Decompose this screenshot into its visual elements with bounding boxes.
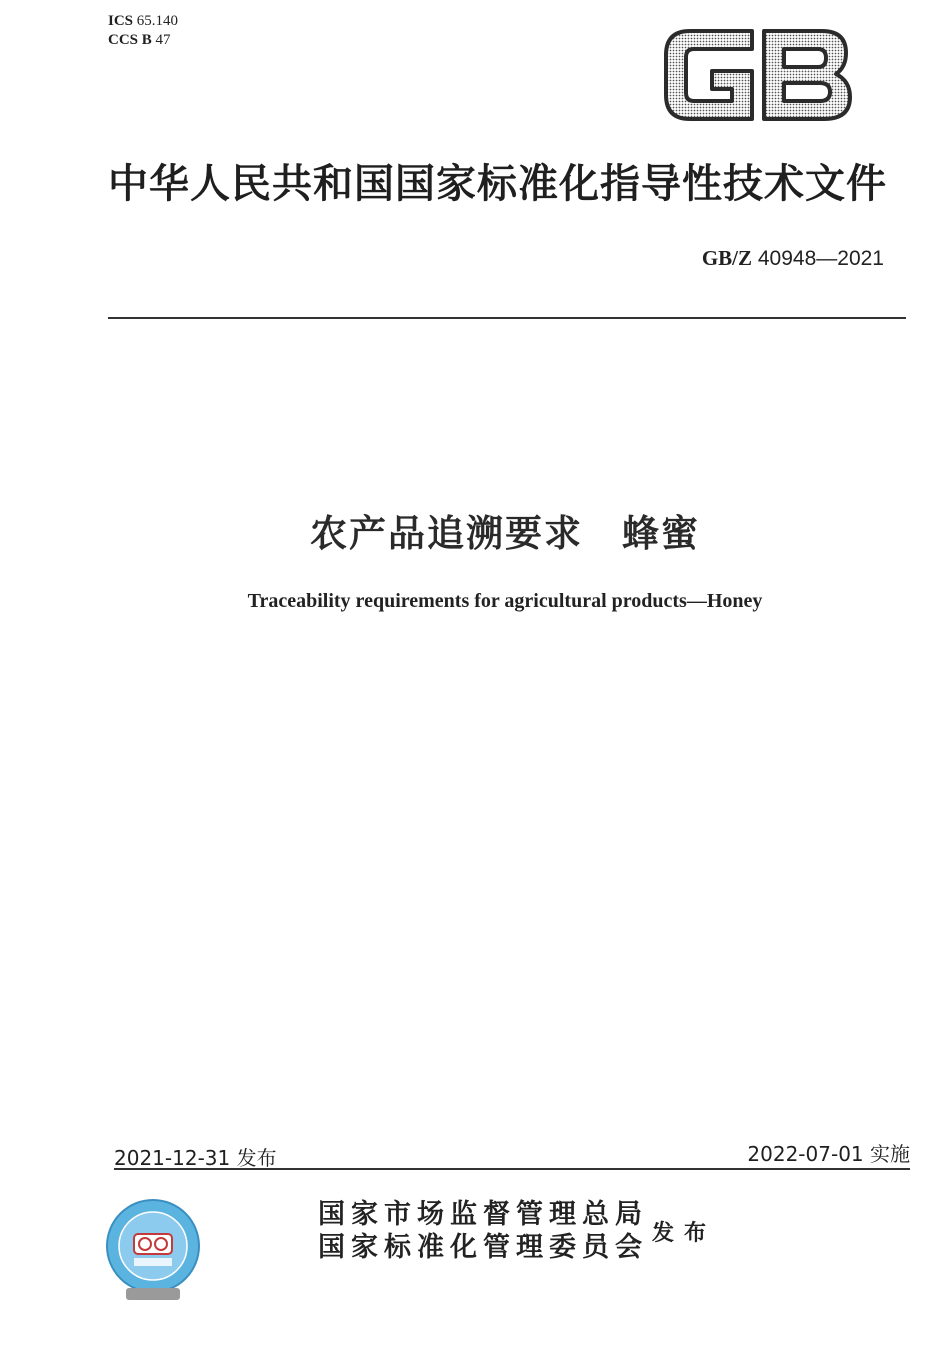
english-title: Traceability requirements for agricultural products—Honey xyxy=(247,590,763,612)
issuing-authorities xyxy=(318,1198,648,1264)
document-type-heading: 中华人民共和国国家标准化指导性技术文件 xyxy=(108,161,887,207)
implementation-date: 2022-07-01 实施 xyxy=(747,1142,910,1166)
gb-logo-icon xyxy=(660,25,856,125)
standard-code: 40948—2021 xyxy=(757,247,884,270)
standard-number xyxy=(702,246,884,271)
top-divider xyxy=(108,317,906,319)
bottom-divider xyxy=(114,1168,910,1170)
chinese-title: 农产品追溯要求 蜂蜜 xyxy=(310,512,700,555)
issue-verb: 发布 xyxy=(652,1221,717,1246)
anti-counterfeit-seal-icon xyxy=(104,1196,202,1304)
issuer-samr: 国家市场监督管理总局 xyxy=(318,1199,648,1230)
classification-codes xyxy=(108,12,178,50)
ccs-line: CCS B 47 xyxy=(108,32,171,48)
standard-prefix: GB/Z xyxy=(701,246,753,270)
issue-date: 2021-12-31 发布 xyxy=(114,1146,277,1170)
ics-line: ICS 65.140 xyxy=(108,13,179,29)
issuer-sac: 国家标准化管理委员会 xyxy=(318,1232,648,1263)
